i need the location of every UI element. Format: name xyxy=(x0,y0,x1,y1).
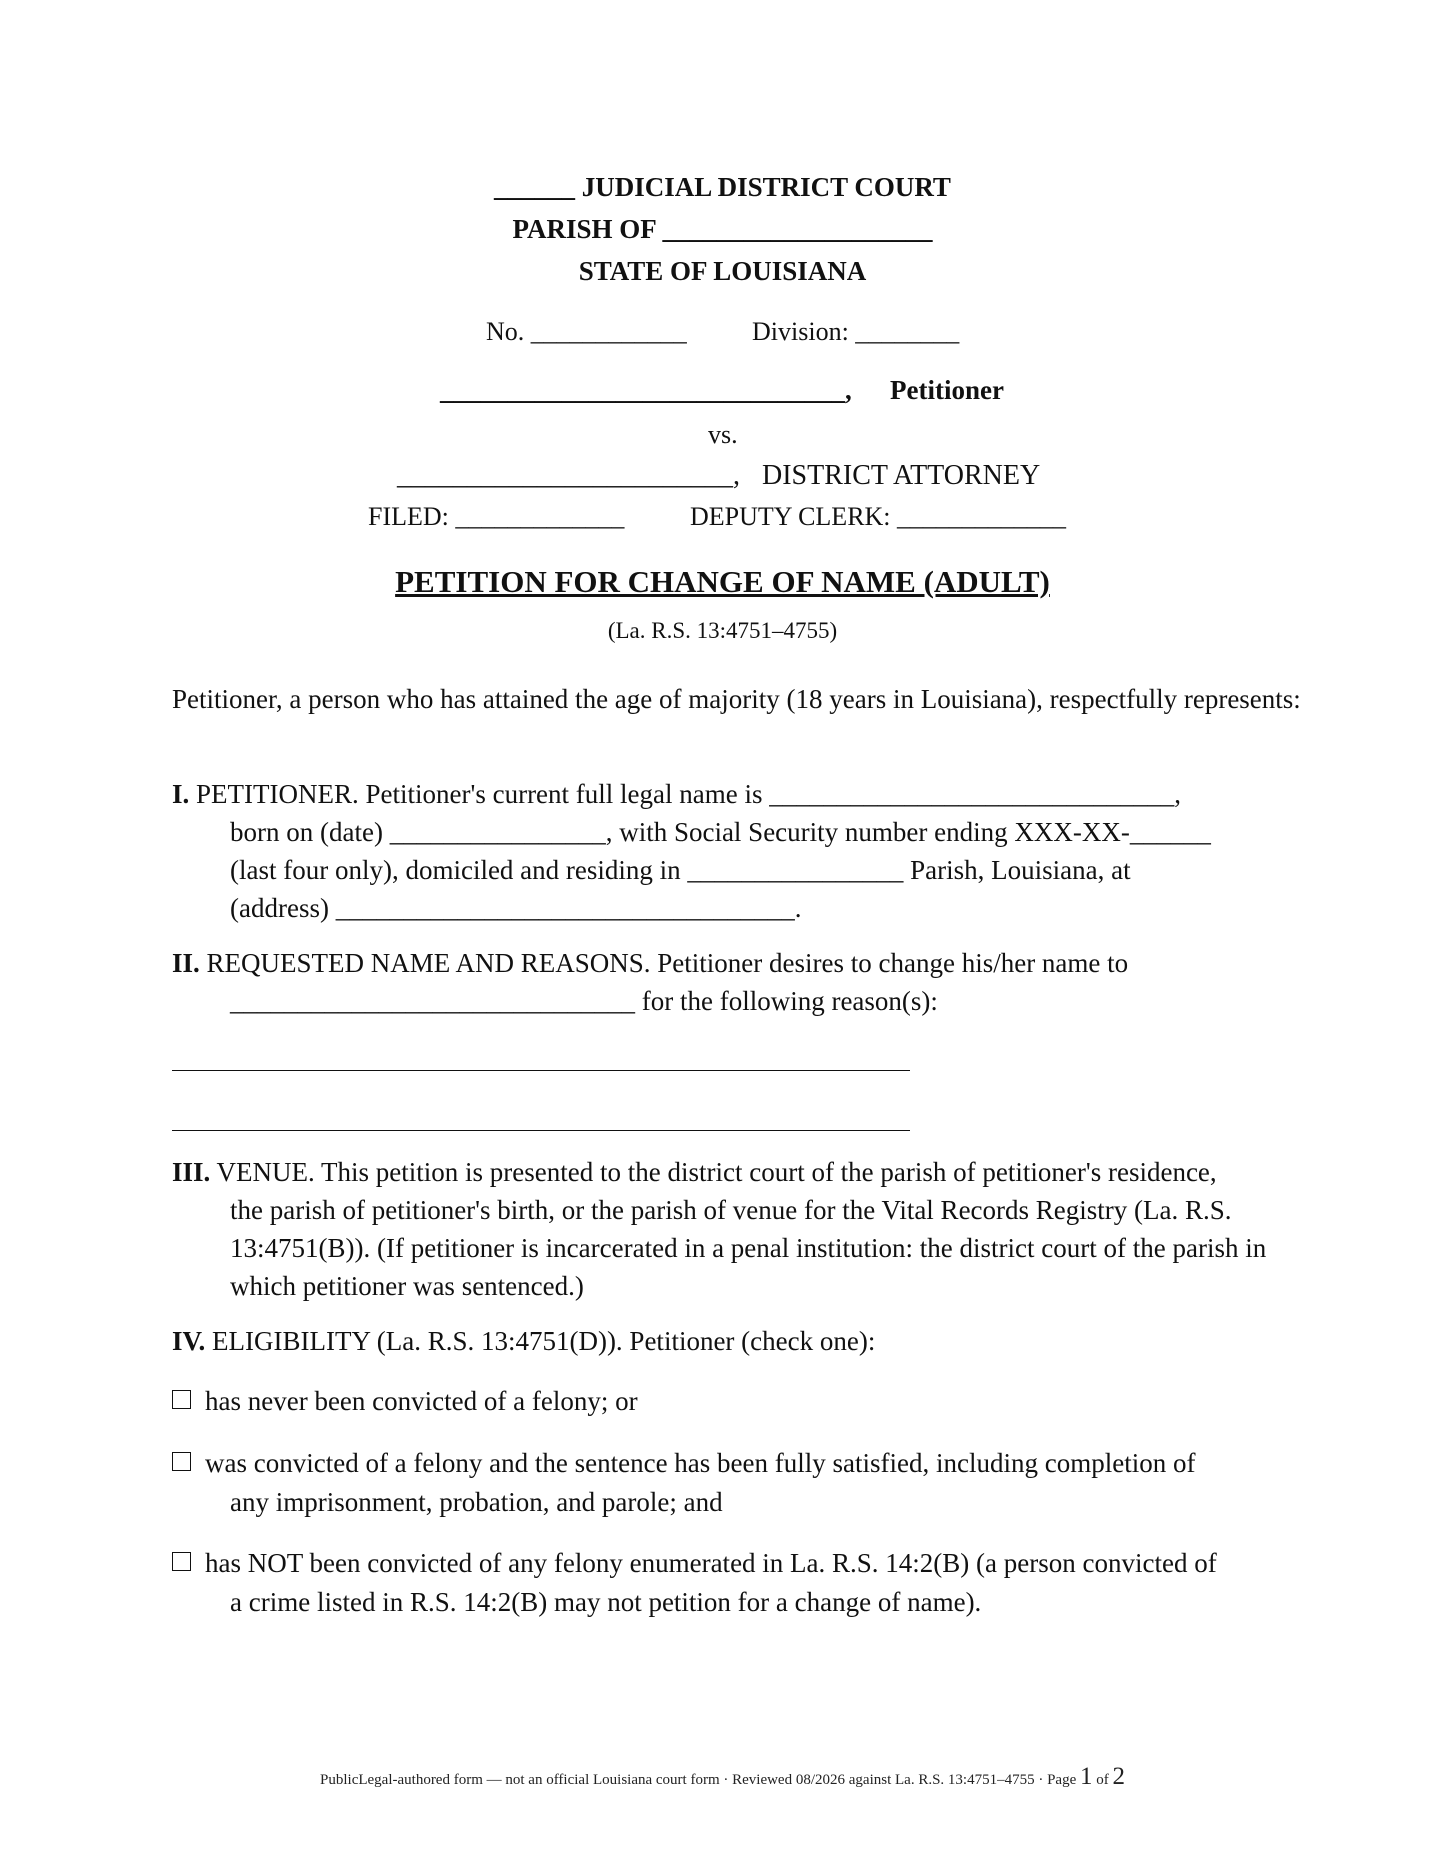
eligibility-option-never-convicted xyxy=(172,1382,1302,1421)
versus-label: vs. xyxy=(708,420,738,449)
section-number: IV. xyxy=(172,1326,206,1356)
reason-blank-line xyxy=(172,1070,910,1071)
checkbox[interactable] xyxy=(172,1390,191,1409)
section-venue xyxy=(172,1153,1302,1305)
checkbox[interactable] xyxy=(172,1552,191,1571)
checkbox-label: any imprisonment, probation, and parole; and xyxy=(230,1487,723,1517)
section-requested-name xyxy=(172,944,1302,1020)
section-text: born on (date) ________________, with Social Security number ending XXX-XX-______ xyxy=(230,817,1211,847)
checkbox-label: has never been convicted of a felony; or xyxy=(205,1386,638,1416)
checkbox[interactable] xyxy=(172,1452,191,1471)
petitioner-blank: ______________________________, xyxy=(440,375,852,405)
section-text: VENUE. This petition is presented to the district court of the parish of petitioner's residence, xyxy=(216,1157,1217,1187)
statute-citation: (La. R.S. 13:4751–4755) xyxy=(607,618,838,643)
checkbox-label: a crime listed in R.S. 14:2(B) may not petition for a change of name). xyxy=(230,1587,982,1617)
section-number: I. xyxy=(172,779,190,809)
section-number: III. xyxy=(172,1157,211,1187)
district-attorney-label: DISTRICT ATTORNEY xyxy=(762,460,1041,491)
section-petitioner xyxy=(172,775,1302,927)
section-text: REQUESTED NAME AND REASONS. Petitioner desires to change his/her name to xyxy=(206,948,1129,978)
filed-label: FILED: _____________ xyxy=(368,502,625,531)
page-number: 1 xyxy=(1079,1763,1093,1790)
eligibility-option-sentence-satisfied xyxy=(172,1444,1302,1522)
footer-of: of xyxy=(1096,1772,1109,1788)
footer-text: PublicLegal-authored form — not an official Louisiana court form · Reviewed 08/2026 against La. R.S. 13:4751–4755 · Page xyxy=(320,1772,1077,1788)
section-text: (last four only), domiciled and residing in ________________ Parish, Louisiana, at xyxy=(230,855,1131,885)
section-text: PETITIONER. Petitioner's current full legal name is ______________________________, xyxy=(196,779,1181,809)
reason-blank-line xyxy=(172,1130,910,1131)
petitioner-label: Petitioner xyxy=(890,375,1004,405)
eligibility-option-not-enumerated-felony xyxy=(172,1544,1302,1622)
district-attorney-blank: ________________________, xyxy=(397,460,740,491)
court-line: ______ JUDICIAL DISTRICT COURT xyxy=(494,172,951,202)
checkbox-label: was convicted of a felony and the sentence has been fully satisfied, including completion of xyxy=(205,1448,1196,1478)
section-text: the parish of petitioner's birth, or the parish of venue for the Vital Records Registry (La. R.S. 13:4751(B)). (If petitioner is incarcerated in a penal institution: the district court of the parish in which petitioner was sentenced.) xyxy=(230,1195,1267,1301)
deputy-clerk-label: DEPUTY CLERK: _____________ xyxy=(690,502,1067,531)
document-title: PETITION FOR CHANGE OF NAME (ADULT) xyxy=(395,564,1050,599)
state-line: STATE OF LOUISIANA xyxy=(578,256,867,286)
parish-line: PARISH OF ____________________ xyxy=(512,214,933,244)
section-eligibility xyxy=(172,1322,1302,1360)
page-footer xyxy=(0,1763,1445,1791)
section-text: ELIGIBILITY (La. R.S. 13:4751(D)). Petitioner (check one): xyxy=(212,1326,876,1356)
section-text: ______________________________ for the following reason(s): xyxy=(230,986,938,1016)
checkbox-label: has NOT been convicted of any felony enumerated in La. R.S. 14:2(B) (a person convicted of xyxy=(205,1548,1217,1578)
page-total: 2 xyxy=(1112,1763,1125,1790)
section-text: (address) __________________________________. xyxy=(230,893,802,923)
case-number-label: No. ____________ xyxy=(486,317,687,346)
intro-paragraph: Petitioner, a person who has attained the age of majority (18 years in Louisiana), respectfully represents: xyxy=(172,684,1301,714)
section-number: II. xyxy=(172,948,200,978)
division-label: Division: ________ xyxy=(752,317,960,346)
